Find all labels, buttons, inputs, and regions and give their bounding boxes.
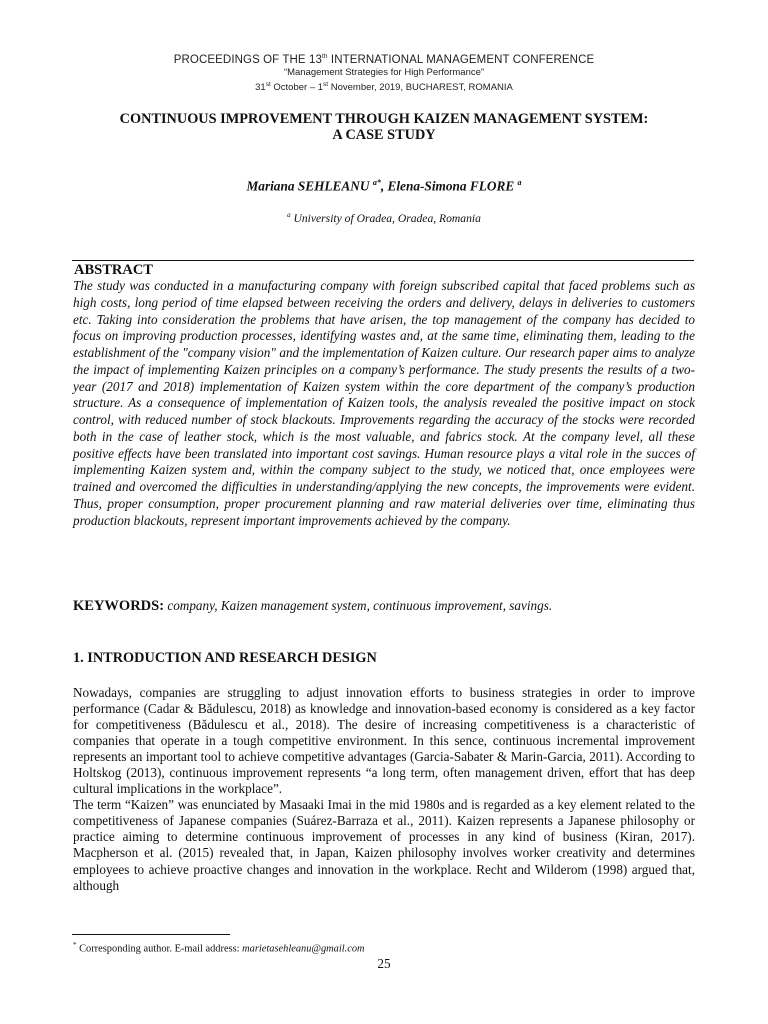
author-2-marker: a	[517, 178, 522, 187]
footnote-divider	[72, 934, 230, 935]
conference-ordinal: th	[321, 53, 328, 60]
page-number: 25	[377, 956, 391, 971]
paper-title-line2: A CASE STUDY	[332, 127, 436, 143]
footnote-text: Corresponding author. E-mail address:	[76, 943, 243, 955]
conference-title-rest: INTERNATIONAL MANAGEMENT CONFERENCE	[327, 53, 595, 66]
section-heading-introduction: 1. INTRODUCTION AND RESEARCH DESIGN	[73, 650, 377, 666]
footnote-marker: *	[73, 941, 77, 949]
author-1-marker: a*	[372, 178, 381, 187]
keywords-label: KEYWORDS:	[73, 598, 165, 614]
paper-title-line1: CONTINUOUS IMPROVEMENT THROUGH KAIZEN MANAGEMENT SYSTEM:	[119, 111, 649, 127]
affiliation	[0, 211, 768, 225]
date-end-ordinal: st	[323, 80, 329, 88]
introduction-body	[73, 685, 695, 894]
date-mid: October – 1	[270, 81, 324, 93]
author-separator: ,	[380, 178, 388, 194]
conference-title-text: PROCEEDINGS OF THE 13	[173, 53, 322, 66]
abstract-text: The study was conducted in a manufacturing company with foreign subscribed capital that faced problems such as high costs, long period of time elapsed between receiving the orders and delivery, delays in deliveries to customers etc. Taking into consideration the problems that have arisen, the top management of the company has decided to focus on improving production processes, identifying wastes and, at the same time, eliminating them, leading to the establishment of the "company vision" and the implementation of Kaizen culture. Our research paper aims to analyze the impact of implementing Kaizen principles on a company’s performance. The study presents the results of a two-year (2017 and 2018) implementation of Kaizen system within the core department of the company’s production structure. As a consequence of implementation of Kaizen tools, the analysis revealed the positive impact on stock control, with reduced number of stock blackouts. Improvements regarding the accuracy of the stocks were recorded both in the case of leather stock, which is the most valuable, and fabrics stock. At the company level, all these positive effects have been translated into important cost savings. Human resource plays a vital role in the succes of implementing Kaizen system and, within the company subject to the study, we noticed that, once employees were trained and overcomed the difficulties in understanding/applying the new concepts, the improvements were evident. Thus, proper consumption, proper procurement planning and raw material deliveries over time, eliminating thus production blackouts, represent important improvements achieved by the company.	[73, 278, 695, 528]
date-start-ordinal: st	[265, 80, 271, 88]
date-start: 31	[255, 81, 266, 93]
conference-dates	[0, 79, 768, 94]
footnote-email: marietasehleanu@gmail.com	[242, 943, 365, 955]
date-location: November, 2019, BUCHAREST, ROMANIA	[328, 81, 513, 93]
author-1: Mariana SEHLEANU	[246, 178, 370, 194]
author-2: Elena-Simona FLORE	[387, 178, 515, 194]
paragraph: The term “Kaizen” was enunciated by Masaaki Imai in the mid 1980s and is regarded as a key element related to the competitiveness of Japanese companies (Suárez-Barraza et al., 2011). Kaizen represents a Japanese philosophy or practice aiming to determine continuous improvement of processes in any kind of business (Kiran, 2017). Macpherson et al. (2015) revealed that, in Japan, Kaizen philosophy involves worker creativity and determines employees to achieve proactive changes and innovation in the workplace. Recht and Wilderom (1998) argued that, although	[73, 797, 695, 893]
keywords-text: company, Kaizen management system, continuous improvement, savings.	[164, 598, 553, 613]
footnote	[73, 941, 365, 954]
paper-title	[60, 111, 708, 143]
abstract-heading: ABSTRACT	[74, 262, 153, 278]
affiliation-text: University of Oradea, Oradea, Romania	[290, 211, 481, 225]
conference-title	[0, 50, 768, 67]
keywords	[73, 598, 695, 615]
conference-header	[0, 50, 768, 94]
conference-theme: “Management Strategies for High Performance”	[283, 66, 485, 78]
author-list	[0, 178, 768, 194]
abstract-divider	[72, 260, 694, 261]
paragraph: Nowadays, companies are struggling to adjust innovation efforts to business strategies in order to improve performance (Cadar & Bădulescu, 2018) as knowledge and innovation-based economy is considered as a key factor for competitiveness (Bădulescu et al., 2018). The desire of increasing competitiveness is a characteristic of companies that operate in a tough competitive environment. In this sence, continuous incremental improvement represents an important tool to achieve competitive advantages (Garcia-Sabater & Marin-Garcia, 2011). According to Holtskog (2013), continuous improvement represents “a long term, often management driven, effort that has deep cultural implications in the workplace”.	[73, 685, 695, 797]
affiliation-marker: a	[287, 211, 291, 219]
